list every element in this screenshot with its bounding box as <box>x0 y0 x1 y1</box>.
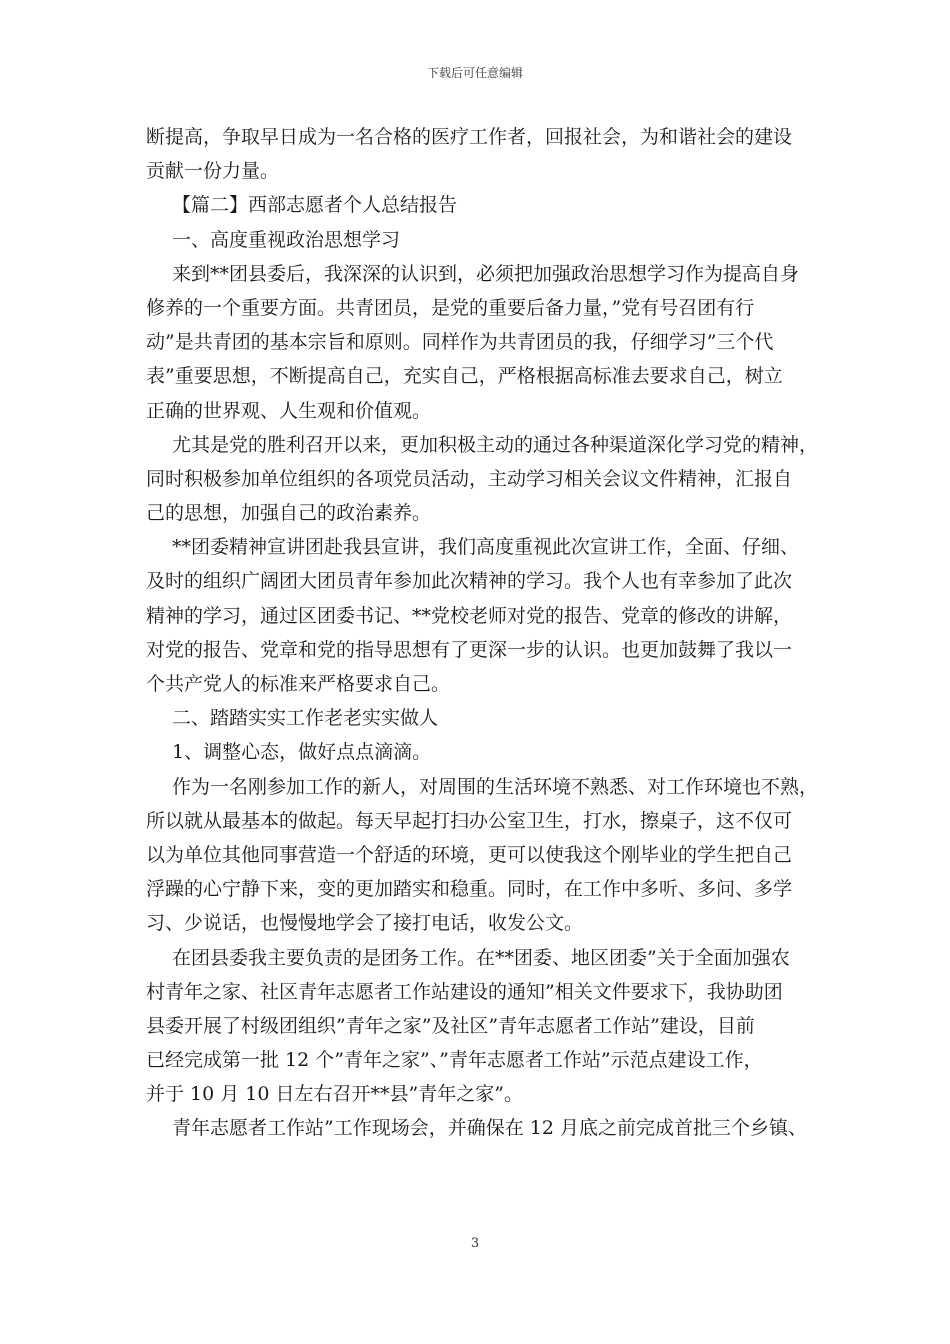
body-line: 己的思想，加强自己的政治素养。 <box>146 502 432 525</box>
body-line: 对党的报告、党章和党的指导思想有了更深一步的认识。也更加鼓舞了我以一 <box>146 638 793 661</box>
body-line: 【篇二】西部志愿者个人总结报告 <box>172 194 458 217</box>
body-line: 修养的一个重要方面。共青团员，是党的重要后备力量，”党有号召团有行 <box>146 296 755 319</box>
body-line: 及时的组织广阔团大团员青年参加此次精神的学习。我个人也有幸参加了此次 <box>146 570 793 593</box>
body-line: 已经完成第一批 12 个”青年之家”、”青年志愿者工作站”示范点建设工作， <box>146 1049 763 1072</box>
body-line: 所以就从最基本的做起。每天早起打扫办公室卫生，打水，擦桌子，这不仅可 <box>146 809 793 832</box>
body-line: 一、高度重视政治思想学习 <box>172 228 401 251</box>
body-line: 以为单位其他同事营造一个舒适的环境，更可以使我这个刚毕业的学生把自己 <box>146 843 793 866</box>
body-line: 青年志愿者工作站”工作现场会，并确保在 12 月底之前完成首批三个乡镇、 <box>172 1117 807 1140</box>
body-line: 浮躁的心宁静下来，变的更加踏实和稳重。同时，在工作中多听、多问、多学 <box>146 878 793 901</box>
body-line: 贡献一份力量。 <box>146 160 280 183</box>
page-header: 下载后可任意编辑 <box>426 66 523 80</box>
body-line: 在团县委我主要负责的是团务工作。在**团委、地区团委”关于全面加强农 <box>172 946 790 969</box>
body-line: 二、踏踏实实工作老老实实做人 <box>172 707 439 730</box>
body-line: 精神的学习，通过区团委书记、**党校老师对党的报告、党章的修改的讲解， <box>146 604 793 627</box>
body-line: 断提高，争取早日成为一名合格的医疗工作者，回报社会，为和谐社会的建设 <box>146 126 793 148</box>
body-line: 个共产党人的标准来严格要求自己。 <box>146 673 451 695</box>
body-line: 习、少说话，也慢慢地学会了接打电话，收发公文。 <box>146 912 584 935</box>
body-line: 作为一名刚参加工作的新人，对周围的生活环境不熟悉、对工作环境也不熟， <box>172 775 819 798</box>
body-line: 尤其是党的胜利召开以来，更加积极主动的通过各种渠道深化学习党的精神， <box>172 433 819 456</box>
body-line: 县委开展了村级团组织”青年之家”及社区”青年志愿者工作站”建设，目前 <box>146 1014 755 1037</box>
body-line: 动”是共青团的基本宗旨和原则。同样作为共青团员的我，仔细学习”三个代 <box>146 331 774 354</box>
page-number: 3 <box>470 1236 480 1251</box>
body-line: 来到**团县委后，我深深的认识到，必须把加强政治思想学习作为提高自身 <box>172 262 800 285</box>
body-line: 并于 10 月 10 日左右召开**县”青年之家”。 <box>146 1083 523 1106</box>
body-line: 正确的世界观、人生观和价值观。 <box>146 399 432 422</box>
body-line: **团委精神宣讲团赴我县宣讲，我们高度重视此次宣讲工作，全面、仔细、 <box>172 536 800 559</box>
body-line: 同时积极参加单位组织的各项党员活动，主动学习相关会议文件精神，汇报自 <box>146 467 793 490</box>
body-line: 村青年之家、社区青年志愿者工作站建设的通知”相关文件要求下，我协助团 <box>146 980 783 1003</box>
document-body <box>146 120 826 1146</box>
body-line: 表”重要思想，不断提高自己，充实自己，严格根据高标准去要求自己，树立 <box>146 365 783 388</box>
body-line: 1、调整心态，做好点点滴滴。 <box>172 741 432 764</box>
